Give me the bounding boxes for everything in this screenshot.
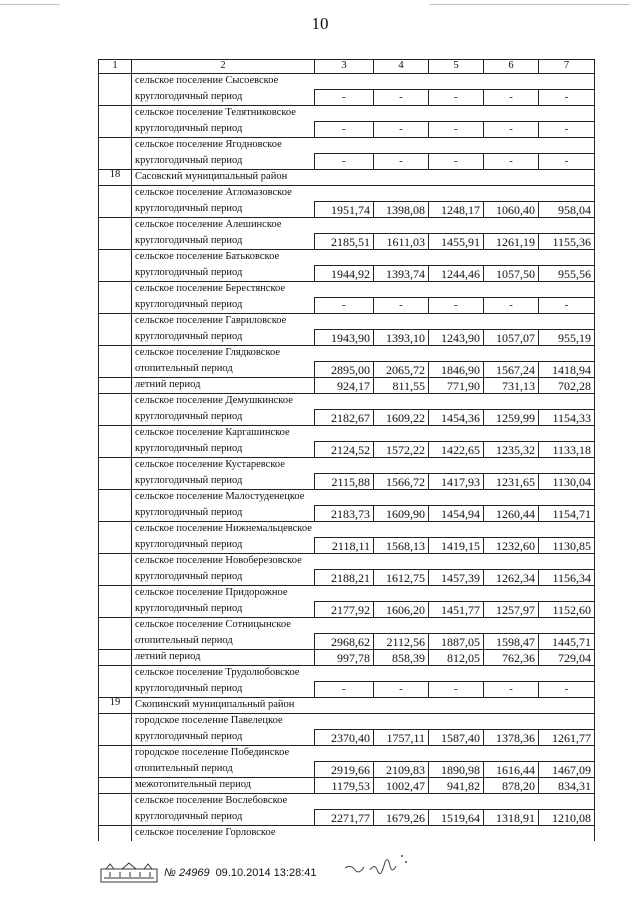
value-cell: 2183,73 [315,506,374,522]
table-body [99,60,595,842]
value-cell: 858,39 [374,650,429,666]
period-label: отопительный период [132,362,315,378]
index-cell [99,362,132,378]
period-row [99,330,595,346]
period-row [99,570,595,586]
tariff-table [98,59,595,841]
period-row [99,810,595,826]
value-cell: - [315,122,374,138]
settlement-name: сельское поселение Каргашинское [132,426,595,442]
value-cell: 1455,91 [429,234,484,250]
value-cell: 1393,74 [374,266,429,282]
value-cell: - [484,122,539,138]
column-header: 7 [539,60,595,74]
settlement-row [99,394,595,410]
period-row [99,362,595,378]
period-row [99,730,595,746]
value-cell: 1846,90 [429,362,484,378]
value-cell: - [484,154,539,170]
period-label: круглогодичный период [132,506,315,522]
value-cell: 1587,40 [429,730,484,746]
settlement-name: сельское поселение Новоберезовское [132,554,595,570]
value-cell: 1679,26 [374,810,429,826]
value-cell: 2895,00 [315,362,374,378]
value-cell: 1943,90 [315,330,374,346]
index-cell [99,266,132,282]
index-cell [99,634,132,650]
value-cell: - [429,90,484,106]
period-label: летний период [132,650,315,666]
index-cell [99,650,132,666]
value-cell: 2124,52 [315,442,374,458]
column-header: 6 [484,60,539,74]
index-cell [99,746,132,762]
value-cell: 2188,21 [315,570,374,586]
value-cell: 1179,53 [315,778,374,794]
value-cell: 1598,47 [484,634,539,650]
scan-artifact [0,4,60,5]
value-cell: - [429,154,484,170]
period-row [99,90,595,106]
value-cell: - [429,682,484,698]
settlement-name: сельское поселение Глядковское [132,346,595,362]
period-row [99,650,595,666]
value-cell: 2370,40 [315,730,374,746]
value-cell: 834,31 [539,778,595,794]
value-cell: 1130,85 [539,538,595,554]
index-cell [99,826,132,842]
index-cell [99,730,132,746]
settlement-name: сельское поселение Малостуденецкое [132,490,595,506]
period-label: круглогодичный период [132,410,315,426]
index-cell [99,250,132,266]
settlement-name: сельское поселение Вослебовское [132,794,595,810]
period-row [99,634,595,650]
value-cell: 1133,18 [539,442,595,458]
value-cell: - [484,682,539,698]
index-cell [99,378,132,394]
index-cell [99,458,132,474]
value-cell: 2968,62 [315,634,374,650]
period-label: круглогодичный период [132,330,315,346]
settlement-row [99,426,595,442]
table-header-row [99,60,595,74]
index-cell [99,202,132,218]
index-cell: 18 [99,170,132,186]
value-cell: 1060,40 [484,202,539,218]
value-cell: 771,90 [429,378,484,394]
settlement-name: сельское поселение Кустаревское [132,458,595,474]
value-cell: 811,55 [374,378,429,394]
value-cell: 1451,77 [429,602,484,618]
period-row [99,378,595,394]
period-row [99,538,595,554]
district-name: Скопинский муниципальный район [132,698,595,714]
value-cell: 1232,60 [484,538,539,554]
value-cell: 1419,15 [429,538,484,554]
value-cell: 1612,75 [374,570,429,586]
value-cell: 1757,11 [374,730,429,746]
index-cell [99,554,132,570]
value-cell: 1887,05 [429,634,484,650]
settlement-row [99,186,595,202]
value-cell: - [539,90,595,106]
index-cell [99,810,132,826]
value-cell: 2109,83 [374,762,429,778]
index-cell [99,714,132,730]
value-cell: - [374,298,429,314]
value-cell: 1243,90 [429,330,484,346]
value-cell: 1259,99 [484,410,539,426]
value-cell: 1002,47 [374,778,429,794]
settlement-name: сельское поселение Агломазовское [132,186,595,202]
value-cell: 1257,97 [484,602,539,618]
value-cell: 1130,04 [539,474,595,490]
value-cell: 1155,36 [539,234,595,250]
value-cell: 1154,33 [539,410,595,426]
period-label: отопительный период [132,634,315,650]
value-cell: 2118,11 [315,538,374,554]
value-cell: 1262,34 [484,570,539,586]
settlement-name: городское поселение Побединское [132,746,595,762]
period-row [99,442,595,458]
settlement-row [99,618,595,634]
settlement-row [99,218,595,234]
value-cell: 955,19 [539,330,595,346]
value-cell: 2115,88 [315,474,374,490]
period-row [99,298,595,314]
period-label: круглогодичный период [132,682,315,698]
value-cell: - [374,154,429,170]
index-cell [99,522,132,538]
page-number: 10 [311,14,329,33]
value-cell: 1606,20 [374,602,429,618]
value-cell: - [539,298,595,314]
value-cell: - [374,90,429,106]
index-cell [99,506,132,522]
value-cell: 878,20 [484,778,539,794]
value-cell: 1454,36 [429,410,484,426]
value-cell: - [539,122,595,138]
settlement-row [99,106,595,122]
value-cell: - [539,682,595,698]
index-cell [99,490,132,506]
settlement-row [99,282,595,298]
value-cell: 731,13 [484,378,539,394]
value-cell: 1611,03 [374,234,429,250]
index-cell [99,410,132,426]
value-cell: 1944,92 [315,266,374,282]
period-label: круглогодичный период [132,202,315,218]
index-cell [99,154,132,170]
period-label: круглогодичный период [132,266,315,282]
value-cell: 702,28 [539,378,595,394]
settlement-name: сельское поселение Батьковское [132,250,595,266]
settlement-row [99,138,595,154]
period-row [99,410,595,426]
value-cell: 1467,09 [539,762,595,778]
district-name: Сасовский муниципальный район [132,170,595,186]
document-number: № 24969 [164,867,210,879]
index-cell [99,682,132,698]
index-cell [99,90,132,106]
settlement-name: сельское поселение Трудолюбовское [132,666,595,682]
settlement-name: сельское поселение Сотницынское [132,618,595,634]
value-cell: - [484,90,539,106]
column-header: 5 [429,60,484,74]
index-cell [99,138,132,154]
settlement-row [99,346,595,362]
index-cell [99,186,132,202]
index-cell [99,474,132,490]
value-cell: 2919,66 [315,762,374,778]
column-header: 4 [374,60,429,74]
value-cell: 1519,64 [429,810,484,826]
period-label: круглогодичный период [132,602,315,618]
value-cell: 955,56 [539,266,595,282]
value-cell: 1152,60 [539,602,595,618]
settlement-row [99,522,595,538]
footer [100,862,317,884]
value-cell: - [484,298,539,314]
value-cell: 2271,77 [315,810,374,826]
period-row [99,762,595,778]
index-cell [99,570,132,586]
settlement-name: сельское поселение Демушкинское [132,394,595,410]
value-cell: 762,36 [484,650,539,666]
index-cell [99,330,132,346]
period-label: круглогодичный период [132,154,315,170]
settlement-row [99,74,595,90]
period-label: круглогодичный период [132,90,315,106]
value-cell: 1454,94 [429,506,484,522]
period-label: круглогодичный период [132,442,315,458]
value-cell: 1609,90 [374,506,429,522]
stamp-logo-icon [100,862,158,884]
document-timestamp: 09.10.2014 13:28:41 [215,867,317,879]
index-cell [99,794,132,810]
index-cell [99,442,132,458]
index-cell [99,282,132,298]
value-cell: 2065,72 [374,362,429,378]
value-cell: 1210,08 [539,810,595,826]
value-cell: - [429,122,484,138]
value-cell: 1261,77 [539,730,595,746]
settlement-name: городское поселение Павелецкое [132,714,595,730]
column-header: 3 [315,60,374,74]
value-cell: - [374,682,429,698]
index-cell [99,122,132,138]
index-cell [99,778,132,794]
period-row [99,602,595,618]
value-cell: - [315,90,374,106]
value-cell: 1616,44 [484,762,539,778]
value-cell: 1417,93 [429,474,484,490]
period-label: летний период [132,378,315,394]
period-label: круглогодичный период [132,474,315,490]
period-row [99,154,595,170]
value-cell: 1260,44 [484,506,539,522]
period-label: круглогодичный период [132,570,315,586]
period-row [99,234,595,250]
period-row [99,122,595,138]
column-header: 2 [132,60,315,74]
value-cell: 1398,08 [374,202,429,218]
settlement-name: сельское поселение Нижнемальцевское [132,522,595,538]
value-cell: 1261,19 [484,234,539,250]
value-cell: 1154,71 [539,506,595,522]
period-label: круглогодичный период [132,538,315,554]
district-row [99,698,595,714]
index-cell [99,618,132,634]
value-cell: 1231,65 [484,474,539,490]
settlement-name: сельское поселение Берестянское [132,282,595,298]
period-row [99,202,595,218]
settlement-row [99,586,595,602]
settlement-name: сельское поселение Придорожное [132,586,595,602]
value-cell: - [315,682,374,698]
settlement-name: сельское поселение Сысоевское [132,74,595,90]
settlement-name: сельское поселение Телятниковское [132,106,595,122]
value-cell: 1156,34 [539,570,595,586]
index-cell [99,106,132,122]
period-row [99,778,595,794]
value-cell: 1418,94 [539,362,595,378]
value-cell: 1235,32 [484,442,539,458]
settlement-row [99,794,595,810]
column-header: 1 [99,60,132,74]
index-cell [99,298,132,314]
settlement-row [99,714,595,730]
index-cell [99,426,132,442]
settlement-row [99,490,595,506]
value-cell: 924,17 [315,378,374,394]
value-cell: - [315,154,374,170]
index-cell [99,762,132,778]
value-cell: 1318,91 [484,810,539,826]
signature-icon [340,848,420,878]
value-cell: 1890,98 [429,762,484,778]
value-cell: 1568,13 [374,538,429,554]
value-cell: 1248,17 [429,202,484,218]
settlement-name: сельское поселение Алешинское [132,218,595,234]
settlement-name: сельское поселение Горловское [132,826,595,842]
value-cell: 1422,65 [429,442,484,458]
settlement-row [99,314,595,330]
period-row [99,266,595,282]
value-cell: 1951,74 [315,202,374,218]
value-cell: 1057,07 [484,330,539,346]
settlement-name: сельское поселение Гавриловское [132,314,595,330]
value-cell: 1393,10 [374,330,429,346]
value-cell: 812,05 [429,650,484,666]
value-cell: 729,04 [539,650,595,666]
value-cell: - [429,298,484,314]
settlement-row [99,250,595,266]
period-label: круглогодичный период [132,234,315,250]
index-cell [99,666,132,682]
value-cell: 1566,72 [374,474,429,490]
index-cell [99,234,132,250]
period-label: отопительный период [132,762,315,778]
settlement-row [99,826,595,842]
period-label: круглогодичный период [132,810,315,826]
index-cell [99,74,132,90]
value-cell: - [315,298,374,314]
index-cell [99,538,132,554]
settlement-row [99,458,595,474]
index-cell [99,218,132,234]
index-cell [99,314,132,330]
value-cell: - [374,122,429,138]
period-row [99,506,595,522]
index-cell [99,586,132,602]
scan-artifact [430,4,630,5]
period-row [99,682,595,698]
settlement-row [99,554,595,570]
index-cell [99,394,132,410]
index-cell [99,346,132,362]
value-cell: 1378,36 [484,730,539,746]
value-cell: 1445,71 [539,634,595,650]
value-cell: 958,04 [539,202,595,218]
value-cell: 997,78 [315,650,374,666]
period-label: круглогодичный период [132,122,315,138]
value-cell: 1572,22 [374,442,429,458]
value-cell: 2177,92 [315,602,374,618]
district-row [99,170,595,186]
value-cell: 1057,50 [484,266,539,282]
period-label: круглогодичный период [132,298,315,314]
value-cell: - [539,154,595,170]
period-row [99,474,595,490]
value-cell: 1244,46 [429,266,484,282]
index-cell: 19 [99,698,132,714]
period-label: межотопительный период [132,778,315,794]
settlement-name: сельское поселение Ягодновское [132,138,595,154]
period-label: круглогодичный период [132,730,315,746]
value-cell: 1609,22 [374,410,429,426]
value-cell: 1567,24 [484,362,539,378]
value-cell: 2182,67 [315,410,374,426]
value-cell: 941,82 [429,778,484,794]
settlement-row [99,746,595,762]
value-cell: 2112,56 [374,634,429,650]
value-cell: 2185,51 [315,234,374,250]
index-cell [99,602,132,618]
value-cell: 1457,39 [429,570,484,586]
settlement-row [99,666,595,682]
